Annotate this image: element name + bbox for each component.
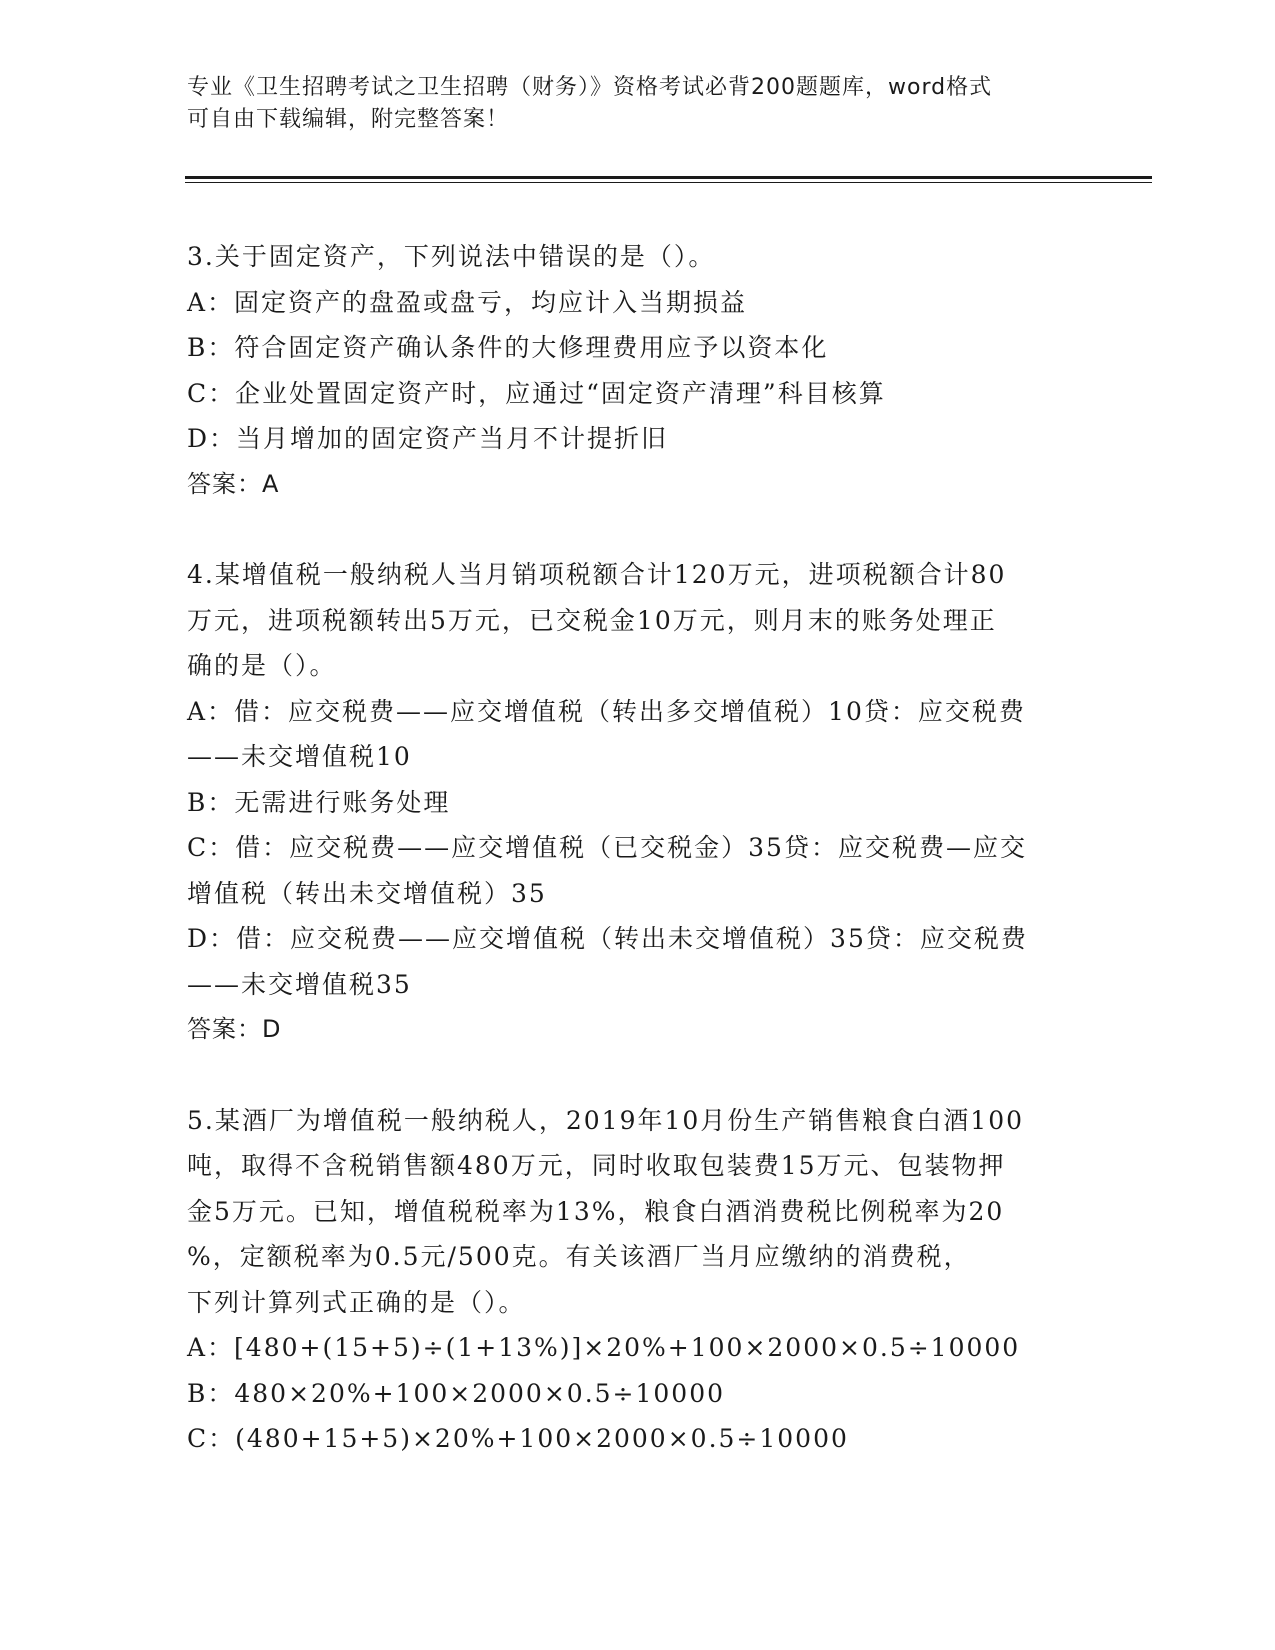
header-subtitle-line: 可自由下载编辑，附完整答案！: [187, 107, 510, 132]
question-4: [187, 552, 1077, 1053]
question-list: [187, 234, 1077, 1462]
option-c-continued: 增值税（转出未交增值税）35: [187, 878, 547, 908]
answer-label: 答案：A: [187, 469, 280, 498]
option-b: B：符合固定资产确认条件的大修理费用应予以资本化: [187, 333, 829, 362]
option-d-continued: ——未交增值税35: [187, 969, 412, 999]
question-stem-line: 5.某酒厂为增值税一般纳税人，2019年10月份生产销售粮食白酒100: [187, 1105, 1025, 1135]
header-divider-thin: [185, 182, 1152, 183]
question-stem-line: 万元，进项税额转出5万元，已交税金10万元，则月末的账务处理正: [187, 605, 997, 635]
question-stem-line: 确的是（）。: [187, 651, 337, 680]
answer-label: 答案：D: [187, 1015, 282, 1043]
question-stem-line: 吨，取得不含税销售额480万元，同时收取包装费15万元、包装物押: [187, 1151, 1006, 1180]
option-b: B：480×20%+100×2000×0.5÷10000: [187, 1378, 726, 1408]
header-divider-thick: [185, 176, 1152, 179]
question-stem-line: %，定额税率为0.5元/500克。有关该酒厂当月应缴纳的消费税，: [187, 1242, 971, 1271]
option-d: D：当月增加的固定资产当月不计提折旧: [187, 424, 669, 453]
question-stem-line: 金5万元。已知，增值税税率为13%，粮食白酒消费税比例税率为20: [187, 1196, 1005, 1226]
option-c: C：借：应交税费——应交增值税（已交税金）35贷：应交税费—应交: [187, 833, 1027, 862]
document-header: [187, 72, 1067, 136]
option-a: A：借：应交税费——应交增值税（转出多交增值税）10贷：应交税费: [187, 696, 1026, 726]
option-d: D：借：应交税费——应交增值税（转出未交增值税）35贷：应交税费: [187, 924, 1028, 953]
question-5: [187, 1098, 1077, 1462]
question-3: [187, 234, 1077, 507]
option-c: C：(480+15+5)×20%+100×2000×0.5÷10000: [187, 1424, 849, 1453]
option-a: A：[480+(15+5)÷(1+13%)]×20%+100×2000×0.5÷10000: [187, 1333, 1021, 1362]
option-a: A：固定资产的盘盈或盘亏，均应计入当期损益: [187, 287, 748, 317]
option-c: C：企业处置固定资产时，应通过“固定资产清理”科目核算: [187, 378, 886, 408]
option-a-continued: ——未交增值税10: [187, 742, 412, 771]
question-stem-line: 4.某增值税一般纳税人当月销项税额合计120万元，进项税额合计80: [187, 560, 1007, 589]
question-stem-line: 下列计算列式正确的是（）。: [187, 1287, 526, 1317]
question-stem: 3.关于固定资产，下列说法中错误的是（）。: [187, 242, 716, 271]
header-title-line: 专业《卫生招聘考试之卫生招聘（财务）》资格考试必背200题题库，word格式: [187, 75, 993, 100]
option-b: B：无需进行账务处理: [187, 787, 451, 817]
